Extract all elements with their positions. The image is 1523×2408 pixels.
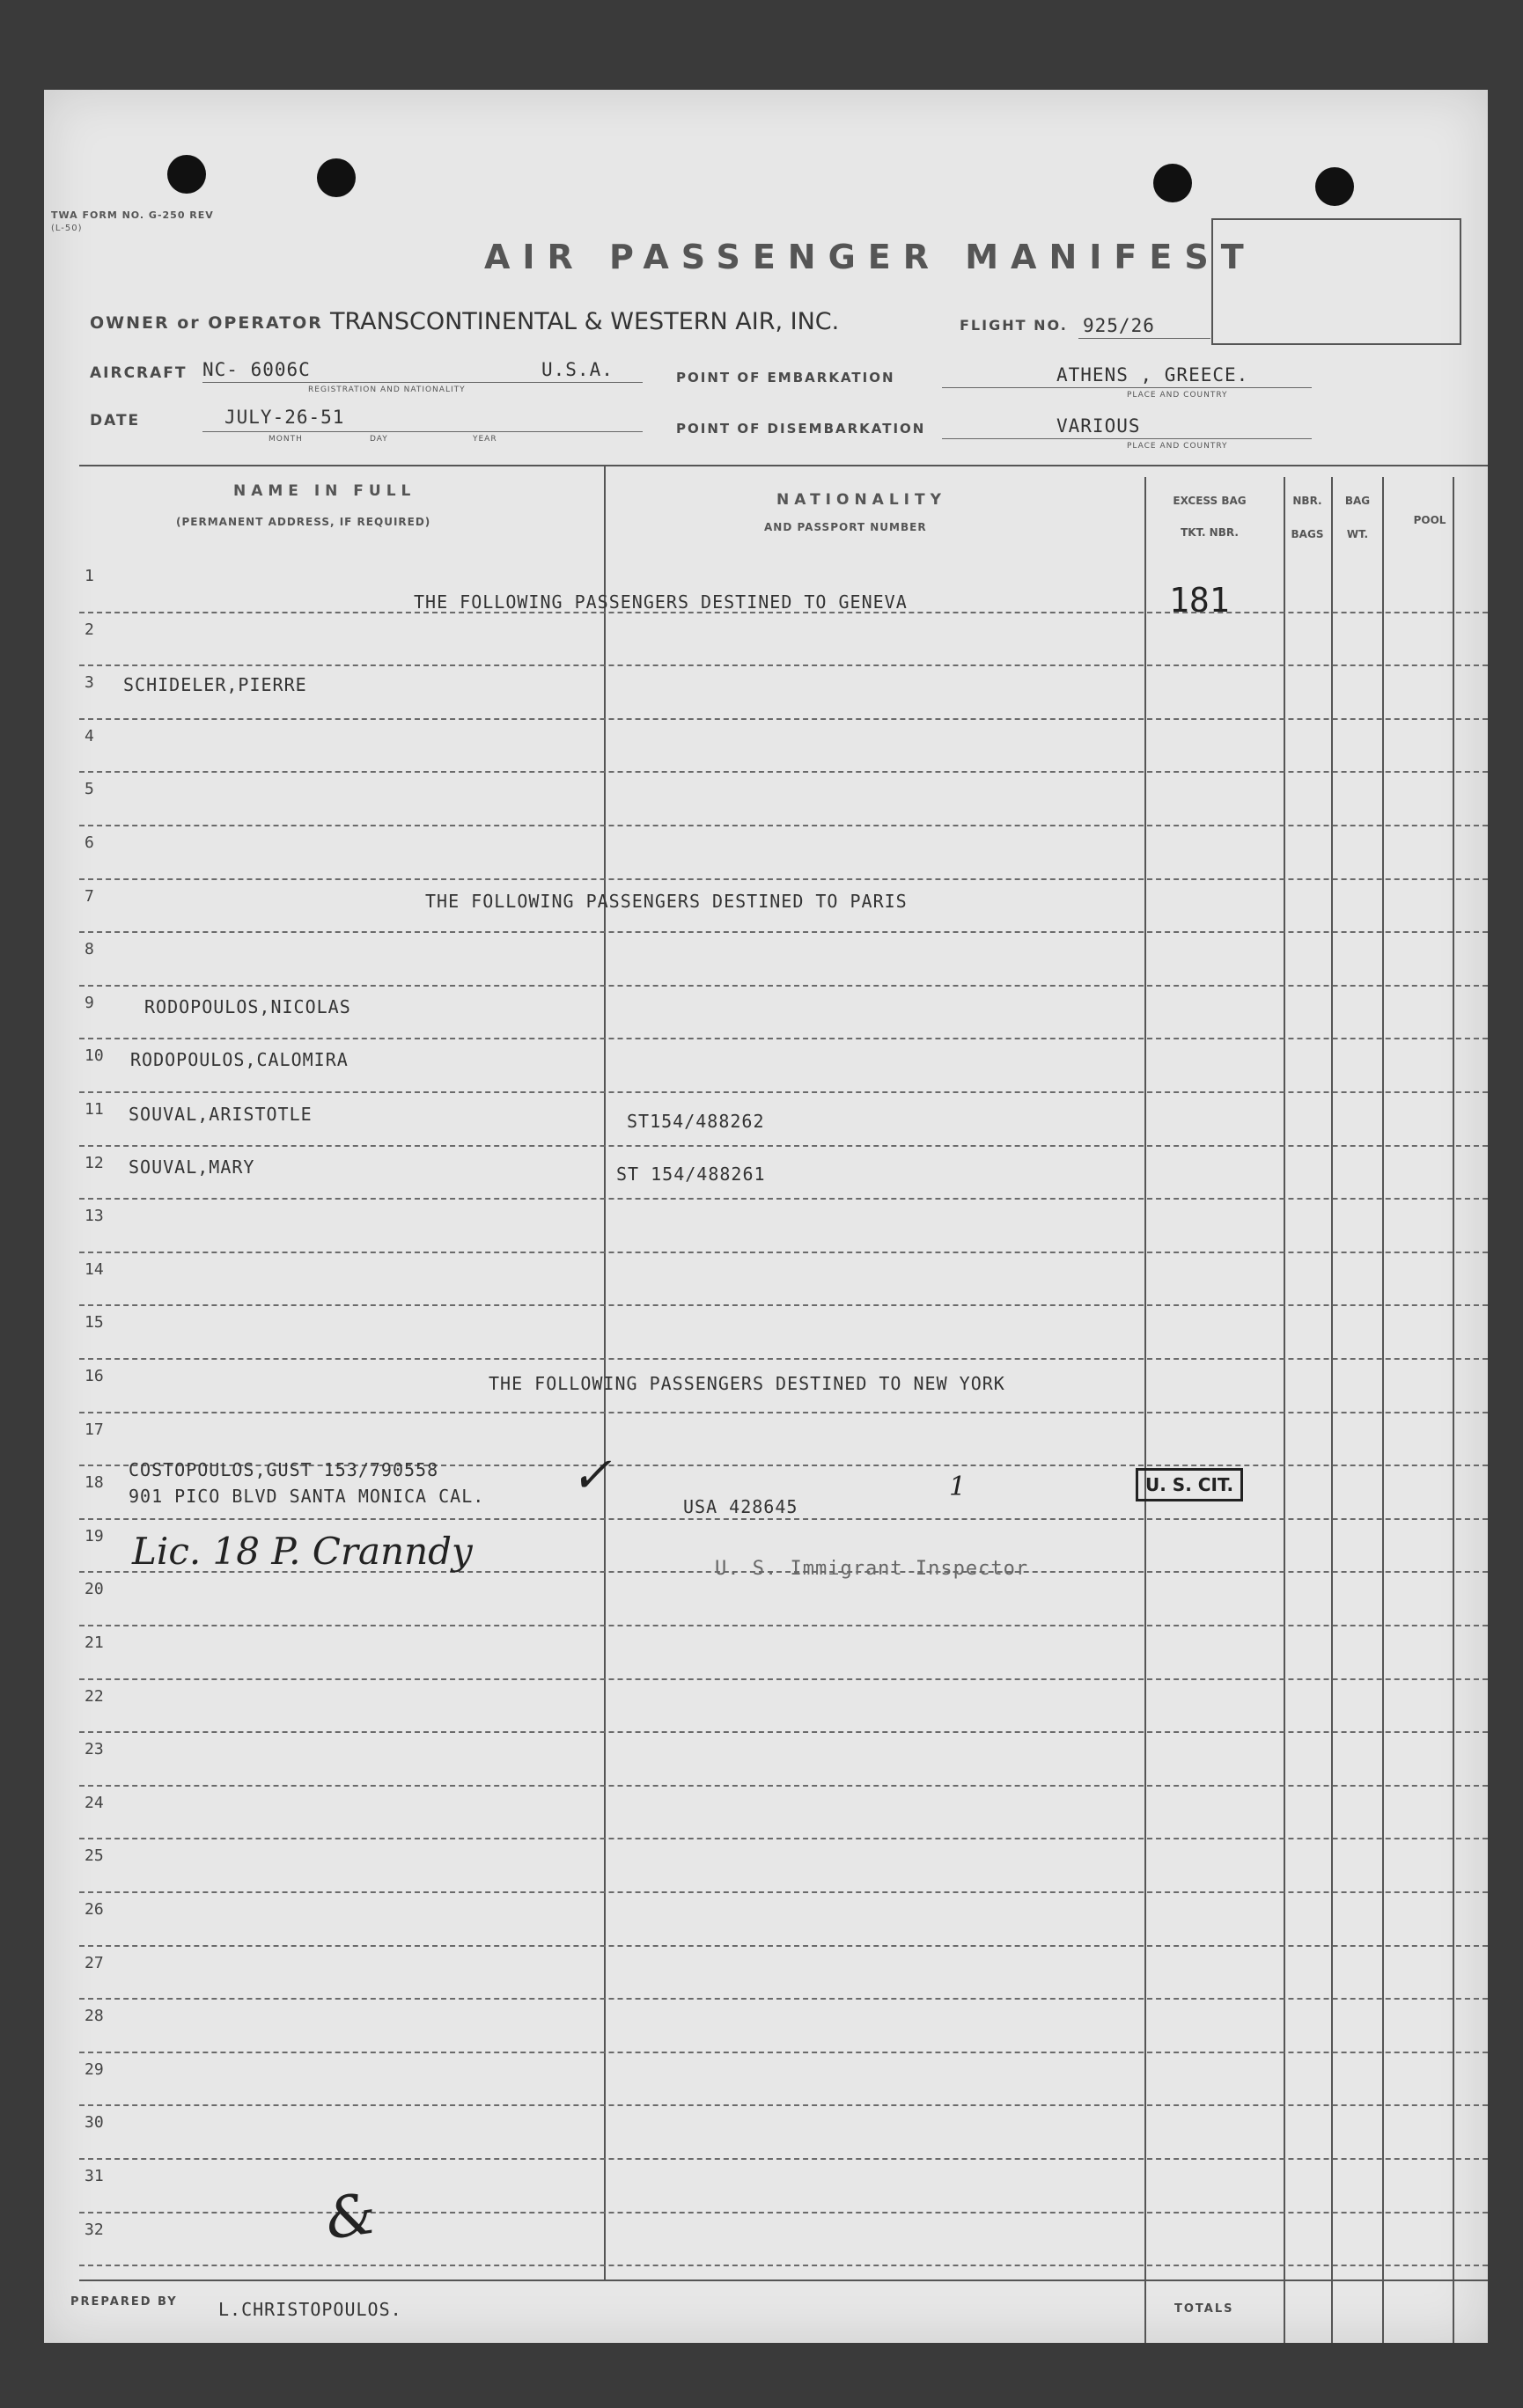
nationality-column-sub: AND PASSPORT NUMBER xyxy=(764,521,927,533)
row-number: 1 xyxy=(85,567,94,585)
pool-header: POOL xyxy=(1413,514,1446,526)
row-rule xyxy=(79,1412,1488,1413)
preparer-initials: & xyxy=(321,2181,380,2253)
row-number: 12 xyxy=(85,1153,104,1172)
date-label: DATE xyxy=(90,412,141,429)
row-rule xyxy=(79,664,1488,666)
page-title: AIR PASSENGER MANIFEST xyxy=(484,238,1256,276)
row-rule xyxy=(79,1038,1488,1039)
row-11-nationality: ST154/488262 xyxy=(627,1111,765,1132)
row-rule xyxy=(79,1998,1488,2000)
row-18-name: COSTOPOULOS,GUST 153/790558 xyxy=(129,1459,439,1480)
row-number: 8 xyxy=(85,940,94,959)
nbr-bags-sub: BAGS xyxy=(1291,528,1324,540)
owner-label: OWNER or OPERATOR xyxy=(90,313,323,333)
row-number: 24 xyxy=(85,1793,104,1812)
manifest-sheet xyxy=(44,90,1488,2343)
row-number: 14 xyxy=(85,1259,104,1279)
aircraft-country: U.S.A. xyxy=(541,359,614,380)
row-rule xyxy=(79,718,1488,720)
row-number: 27 xyxy=(85,1953,104,1972)
embark-value: ATHENS , GREECE. xyxy=(1056,364,1249,385)
form-number: TWA FORM NO. G-250 REV xyxy=(51,209,214,221)
owner-value: TRANSCONTINENTAL & WESTERN AIR, INC. xyxy=(330,308,840,335)
punch-hole xyxy=(317,158,356,197)
prepared-by-label: PREPARED BY xyxy=(70,2295,178,2309)
row-12-name: SOUVAL,MARY xyxy=(129,1156,255,1178)
row-rule xyxy=(79,1838,1488,1839)
row-number: 5 xyxy=(85,780,94,799)
row-number: 20 xyxy=(85,1580,104,1599)
row-rule xyxy=(79,931,1488,933)
row-number: 31 xyxy=(85,2167,104,2185)
row-number: 6 xyxy=(85,833,94,852)
nbr-bags-header: NBR. xyxy=(1292,495,1322,507)
row-number: 25 xyxy=(85,1846,104,1866)
bag-wt-header: BAG xyxy=(1344,495,1371,507)
row-10-name: RODOPOULOS,CALOMIRA xyxy=(130,1049,349,1070)
row-number: 15 xyxy=(85,1313,104,1332)
row-number: 13 xyxy=(85,1207,104,1226)
row-number: 17 xyxy=(85,1420,104,1439)
date-sub-year: YEAR xyxy=(473,435,497,444)
row-16-text: THE FOLLOWING PASSENGERS DESTINED TO NEW YORK xyxy=(489,1373,1005,1394)
bag-wt-sub: WT. xyxy=(1346,528,1369,540)
row-rule xyxy=(79,2212,1488,2213)
date-sub-month: MONTH xyxy=(269,435,303,444)
inspector-title: U. S. Immigrant Inspector xyxy=(715,1558,1029,1580)
nationality-column-header: NATIONALITY xyxy=(776,491,946,509)
row-number: 29 xyxy=(85,2059,104,2079)
row-number: 16 xyxy=(85,1367,104,1385)
row-7-text: THE FOLLOWING PASSENGERS DESTINED TO PARIS xyxy=(425,891,908,912)
row-rule xyxy=(79,1785,1488,1787)
aircraft-value: NC- 6006C xyxy=(202,359,311,380)
row-rule xyxy=(79,2265,1488,2266)
row-rule xyxy=(79,1145,1488,1147)
aircraft-sub: REGISTRATION AND NATIONALITY xyxy=(308,385,466,394)
date-sub-day: DAY xyxy=(370,435,388,444)
flight-label: FLIGHT NO. xyxy=(960,317,1068,334)
disembark-value: VARIOUS xyxy=(1056,415,1141,437)
row-1-text: THE FOLLOWING PASSENGERS DESTINED TO GENEVA xyxy=(414,591,908,613)
aircraft-label: AIRCRAFT xyxy=(90,364,188,382)
row-rule xyxy=(79,1518,1488,1520)
date-value: JULY-26-51 xyxy=(224,407,345,428)
row-number: 30 xyxy=(85,2113,104,2133)
row-18-nationality: USA 428645 xyxy=(683,1496,798,1517)
embark-label: POINT OF EMBARKATION xyxy=(676,370,895,385)
row-number: 11 xyxy=(85,1100,104,1119)
name-column-header: NAME IN FULL xyxy=(233,482,416,500)
row-18-mark: 1 xyxy=(949,1472,967,1502)
row-rule xyxy=(79,985,1488,987)
disembark-label: POINT OF DISEMBARKATION xyxy=(676,421,926,437)
row-rule xyxy=(79,825,1488,826)
flight-value: 925/26 xyxy=(1083,315,1155,336)
row-rule xyxy=(79,1678,1488,1680)
row-rule xyxy=(79,1252,1488,1253)
excess-bag-header: EXCESS BAG xyxy=(1173,495,1247,507)
row-12-nationality: ST 154/488261 xyxy=(616,1164,766,1185)
row-rule xyxy=(79,1731,1488,1733)
row-number: 19 xyxy=(85,1526,104,1545)
disembark-sub: PLACE AND COUNTRY xyxy=(1127,442,1228,451)
row-rule xyxy=(79,1091,1488,1093)
embark-sub: PLACE AND COUNTRY xyxy=(1127,391,1228,400)
row-rule xyxy=(79,1625,1488,1626)
row-number: 18 xyxy=(85,1473,104,1493)
row-number: 2 xyxy=(85,620,94,639)
punch-hole xyxy=(1153,164,1192,202)
row-number: 7 xyxy=(85,886,94,906)
excess-bag-sub: TKT. NBR. xyxy=(1181,526,1239,539)
row-rule xyxy=(79,2104,1488,2106)
row-number: 10 xyxy=(85,1046,104,1066)
row-number: 32 xyxy=(85,2220,104,2239)
row-number: 22 xyxy=(85,1686,104,1706)
punch-hole xyxy=(1315,167,1354,206)
us-citizen-stamp: U. S. CIT. xyxy=(1136,1468,1243,1501)
row-rule xyxy=(79,771,1488,773)
row-rule xyxy=(79,2158,1488,2160)
row-9-name: RODOPOULOS,NICOLAS xyxy=(144,996,351,1017)
row-number: 21 xyxy=(85,1633,104,1652)
row-1-ticket: 181 xyxy=(1169,581,1230,620)
row-number: 3 xyxy=(85,673,94,693)
prepared-by-value: L.CHRISTOPOULOS. xyxy=(218,2299,402,2320)
totals-label: TOTALS xyxy=(1174,2302,1234,2316)
row-3-name: SCHIDELER,PIERRE xyxy=(123,674,307,695)
row-number: 26 xyxy=(85,1900,104,1919)
name-column-sub: (PERMANENT ADDRESS, IF REQUIRED) xyxy=(176,516,431,528)
row-rule xyxy=(79,878,1488,880)
row-number: 23 xyxy=(85,1740,104,1759)
row-rule xyxy=(79,2052,1488,2053)
row-rule xyxy=(79,1304,1488,1306)
form-code: (L-50) xyxy=(51,224,83,233)
row-11-name: SOUVAL,ARISTOTLE xyxy=(129,1104,313,1125)
row-rule xyxy=(79,1358,1488,1360)
row-rule xyxy=(79,1198,1488,1200)
check-mark: ✓ xyxy=(570,1447,612,1504)
row-rule xyxy=(79,1891,1488,1893)
row-number: 4 xyxy=(85,726,94,745)
row-number: 9 xyxy=(85,993,94,1012)
inspector-signature: Lic. 18 P. Cranndy xyxy=(132,1530,473,1573)
punch-hole xyxy=(167,155,206,194)
row-18-address: 901 PICO BLVD SANTA MONICA CAL. xyxy=(129,1486,485,1507)
row-number: 28 xyxy=(85,2007,104,2026)
row-rule xyxy=(79,1945,1488,1947)
